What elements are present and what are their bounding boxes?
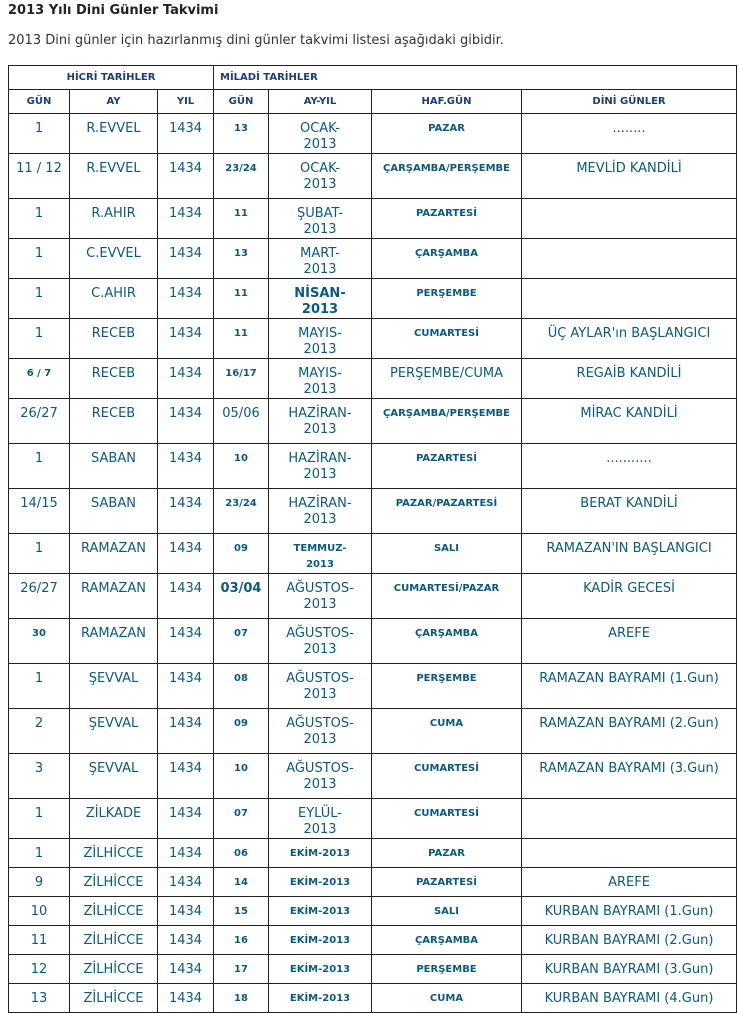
gregorian-day-cell: 15: [214, 897, 269, 926]
table-row: [9, 799, 737, 839]
gregorian-day-cell: 11: [214, 279, 269, 319]
hijri-month-cell: ZİLHİCCE: [70, 926, 158, 955]
hijri-year-cell: 1434: [158, 399, 214, 444]
hijri-month-cell: RECEB: [70, 319, 158, 359]
table-row: [9, 199, 737, 239]
hijri-year-cell: 1434: [158, 897, 214, 926]
gregorian-day-cell: 10: [214, 754, 269, 799]
table-body: [9, 114, 737, 1013]
month-year-cell: EKİM-2013: [269, 955, 372, 984]
month-year-cell: AĞUSTOS-2013: [269, 754, 372, 799]
table-row: [9, 955, 737, 984]
hijri-day-cell: 12: [9, 955, 70, 984]
gregorian-day-cell: 14: [214, 868, 269, 897]
hijri-month-cell: SABAN: [70, 444, 158, 489]
table-row: [9, 534, 737, 574]
month-year-cell: HAZİRAN-2013: [269, 489, 372, 534]
religious-day-cell: [522, 279, 737, 319]
table-row: [9, 489, 737, 534]
hijri-day-cell: 1: [9, 239, 70, 279]
religious-day-cell: RAMAZAN BAYRAMI (2.Gun): [522, 709, 737, 754]
gregorian-day-cell: 08: [214, 664, 269, 709]
hijri-year-cell: 1434: [158, 664, 214, 709]
religious-day-cell: AREFE: [522, 619, 737, 664]
hijri-day-cell: 30: [9, 619, 70, 664]
religious-day-cell: KURBAN BAYRAMI (3.Gun): [522, 955, 737, 984]
religious-day-cell: KURBAN BAYRAMI (2.Gun): [522, 926, 737, 955]
hijri-day-cell: 1: [9, 199, 70, 239]
table-row: [9, 926, 737, 955]
col-header-month-year: AY-YIL: [269, 90, 372, 114]
hijri-month-cell: ZİLHİCCE: [70, 839, 158, 868]
hijri-day-cell: 26/27: [9, 574, 70, 619]
weekday-cell: SALI: [372, 897, 522, 926]
hijri-day-cell: 26/27: [9, 399, 70, 444]
gregorian-day-cell: 18: [214, 984, 269, 1013]
weekday-cell: ÇARŞAMBA: [372, 926, 522, 955]
religious-day-cell: REGAİB KANDİLİ: [522, 359, 737, 399]
hijri-month-cell: C.AHIR: [70, 279, 158, 319]
col-header-hijri-day: GÜN: [9, 90, 70, 114]
gregorian-day-cell: 09: [214, 534, 269, 574]
month-year-cell: ŞUBAT-2013: [269, 199, 372, 239]
table-row: [9, 399, 737, 444]
month-year-cell: EKİM-2013: [269, 839, 372, 868]
hijri-month-cell: RAMAZAN: [70, 574, 158, 619]
religious-day-cell: KURBAN BAYRAMI (4.Gun): [522, 984, 737, 1013]
religious-days-table: [8, 65, 737, 1013]
hijri-month-cell: SABAN: [70, 489, 158, 534]
gregorian-day-cell: 11: [214, 199, 269, 239]
table-row: [9, 319, 737, 359]
hijri-year-cell: 1434: [158, 534, 214, 574]
hijri-month-cell: ŞEVVAL: [70, 664, 158, 709]
gregorian-day-cell: 16: [214, 926, 269, 955]
hijri-month-cell: ZİLHİCCE: [70, 897, 158, 926]
table-row: [9, 984, 737, 1013]
hijri-day-cell: 1: [9, 444, 70, 489]
hijri-day-cell: 1: [9, 279, 70, 319]
weekday-cell: SALI: [372, 534, 522, 574]
hijri-year-cell: 1434: [158, 619, 214, 664]
hijri-year-cell: 1434: [158, 984, 214, 1013]
table-row: [9, 868, 737, 897]
weekday-cell: PERŞEMBE/CUMA: [372, 359, 522, 399]
weekday-cell: ÇARŞAMBA: [372, 239, 522, 279]
hijri-year-cell: 1434: [158, 114, 214, 154]
hijri-group-header: HİCRİ TARİHLER: [9, 66, 214, 90]
month-year-cell: EKİM-2013: [269, 897, 372, 926]
col-header-hijri-month: AY: [70, 90, 158, 114]
hijri-month-cell: ZİLKADE: [70, 799, 158, 839]
month-year-cell: OCAK-2013: [269, 114, 372, 154]
weekday-cell: PAZARTESİ: [372, 199, 522, 239]
gregorian-day-cell: 16/17: [214, 359, 269, 399]
weekday-cell: ÇARŞAMBA/PERŞEMBE: [372, 399, 522, 444]
gregorian-day-cell: 07: [214, 799, 269, 839]
hijri-year-cell: 1434: [158, 489, 214, 534]
religious-day-cell: RAMAZAN BAYRAMI (3.Gun): [522, 754, 737, 799]
hijri-day-cell: 1: [9, 534, 70, 574]
col-header-weekday: HAF.GÜN: [372, 90, 522, 114]
hijri-year-cell: 1434: [158, 799, 214, 839]
hijri-year-cell: 1434: [158, 574, 214, 619]
hijri-month-cell: ZİLHİCCE: [70, 868, 158, 897]
religious-day-cell: KADİR GECESİ: [522, 574, 737, 619]
weekday-cell: PERŞEMBE: [372, 955, 522, 984]
hijri-day-cell: 1: [9, 664, 70, 709]
col-header-hijri-year: YIL: [158, 90, 214, 114]
table-row: [9, 619, 737, 664]
religious-day-cell: [522, 199, 737, 239]
month-year-cell: HAZİRAN-2013: [269, 399, 372, 444]
gregorian-group-header: MİLADİ TARİHLER: [214, 66, 737, 90]
religious-day-cell: MEVLİD KANDİLİ: [522, 154, 737, 199]
hijri-month-cell: R.EVVEL: [70, 114, 158, 154]
table-row: [9, 574, 737, 619]
month-year-cell: EKİM-2013: [269, 926, 372, 955]
religious-day-cell: [522, 799, 737, 839]
hijri-month-cell: ZİLHİCCE: [70, 955, 158, 984]
month-year-cell: TEMMUZ-2013: [269, 534, 372, 574]
hijri-day-cell: 1: [9, 799, 70, 839]
hijri-day-cell: 1: [9, 839, 70, 868]
hijri-year-cell: 1434: [158, 955, 214, 984]
hijri-day-cell: 6 / 7: [9, 359, 70, 399]
hijri-day-cell: 3: [9, 754, 70, 799]
month-year-cell: OCAK-2013: [269, 154, 372, 199]
hijri-month-cell: RAMAZAN: [70, 534, 158, 574]
weekday-cell: ÇARŞAMBA/PERŞEMBE: [372, 154, 522, 199]
religious-day-cell: KURBAN BAYRAMI (1.Gun): [522, 897, 737, 926]
hijri-year-cell: 1434: [158, 709, 214, 754]
table-row: [9, 897, 737, 926]
gregorian-day-cell: 03/04: [214, 574, 269, 619]
hijri-year-cell: 1434: [158, 754, 214, 799]
table-row: [9, 154, 737, 199]
hijri-year-cell: 1434: [158, 868, 214, 897]
month-year-cell: EYLÜL-2013: [269, 799, 372, 839]
intro-text: 2013 Dini günler için hazırlanmış dini günler takvimi listesi aşağıdaki gibidir.: [8, 33, 504, 48]
religious-day-cell: [522, 239, 737, 279]
gregorian-day-cell: 11: [214, 319, 269, 359]
hijri-month-cell: ŞEVVAL: [70, 754, 158, 799]
month-year-cell: HAZİRAN-2013: [269, 444, 372, 489]
hijri-year-cell: 1434: [158, 199, 214, 239]
hijri-day-cell: 9: [9, 868, 70, 897]
gregorian-day-cell: 13: [214, 239, 269, 279]
table-row: [9, 279, 737, 319]
hijri-month-cell: RECEB: [70, 399, 158, 444]
gregorian-day-cell: 06: [214, 839, 269, 868]
weekday-cell: CUMARTESİ/PAZAR: [372, 574, 522, 619]
table-row: [9, 239, 737, 279]
weekday-cell: PAZARTESİ: [372, 868, 522, 897]
hijri-month-cell: ZİLHİCCE: [70, 984, 158, 1013]
month-year-cell: AĞUSTOS-2013: [269, 664, 372, 709]
hijri-day-cell: 2: [9, 709, 70, 754]
month-year-cell: AĞUSTOS-2013: [269, 709, 372, 754]
gregorian-day-cell: 23/24: [214, 154, 269, 199]
weekday-cell: ÇARŞAMBA: [372, 619, 522, 664]
weekday-cell: PERŞEMBE: [372, 664, 522, 709]
table-row: [9, 444, 737, 489]
month-year-cell: MAYIS-2013: [269, 359, 372, 399]
weekday-cell: PAZAR: [372, 114, 522, 154]
table-row: [9, 664, 737, 709]
hijri-day-cell: 11 / 12: [9, 154, 70, 199]
weekday-cell: PAZAR: [372, 839, 522, 868]
hijri-month-cell: C.EVVEL: [70, 239, 158, 279]
weekday-cell: CUMA: [372, 709, 522, 754]
month-year-cell: AĞUSTOS-2013: [269, 619, 372, 664]
religious-day-cell: ÜÇ AYLAR'ın BAŞLANGICI: [522, 319, 737, 359]
religious-day-cell: ...........: [522, 444, 737, 489]
gregorian-day-cell: 10: [214, 444, 269, 489]
weekday-cell: CUMARTESİ: [372, 754, 522, 799]
month-year-cell: AĞUSTOS-2013: [269, 574, 372, 619]
hijri-day-cell: 13: [9, 984, 70, 1013]
hijri-month-cell: RAMAZAN: [70, 619, 158, 664]
table-row: [9, 839, 737, 868]
weekday-cell: CUMARTESİ: [372, 799, 522, 839]
hijri-month-cell: R.AHIR: [70, 199, 158, 239]
gregorian-day-cell: 17: [214, 955, 269, 984]
gregorian-day-cell: 13: [214, 114, 269, 154]
weekday-cell: PAZARTESİ: [372, 444, 522, 489]
table-row: [9, 114, 737, 154]
table-row: [9, 709, 737, 754]
month-year-cell: EKİM-2013: [269, 868, 372, 897]
table-row: [9, 359, 737, 399]
religious-day-cell: ........: [522, 114, 737, 154]
gregorian-day-cell: 09: [214, 709, 269, 754]
col-header-gregorian-day: GÜN: [214, 90, 269, 114]
hijri-day-cell: 14/15: [9, 489, 70, 534]
hijri-year-cell: 1434: [158, 926, 214, 955]
col-header-religious-day: DİNİ GÜNLER: [522, 90, 737, 114]
gregorian-day-cell: 05/06: [214, 399, 269, 444]
hijri-day-cell: 1: [9, 114, 70, 154]
month-year-cell: EKİM-2013: [269, 984, 372, 1013]
weekday-cell: PAZAR/PAZARTESİ: [372, 489, 522, 534]
hijri-year-cell: 1434: [158, 839, 214, 868]
religious-day-cell: RAMAZAN BAYRAMI (1.Gun): [522, 664, 737, 709]
religious-day-cell: [522, 839, 737, 868]
religious-day-cell: MİRAC KANDİLİ: [522, 399, 737, 444]
hijri-month-cell: RECEB: [70, 359, 158, 399]
hijri-year-cell: 1434: [158, 444, 214, 489]
hijri-year-cell: 1434: [158, 279, 214, 319]
hijri-month-cell: R.EVVEL: [70, 154, 158, 199]
hijri-day-cell: 10: [9, 897, 70, 926]
religious-day-cell: BERAT KANDİLİ: [522, 489, 737, 534]
month-year-cell: NİSAN-2013: [269, 279, 372, 319]
hijri-year-cell: 1434: [158, 359, 214, 399]
weekday-cell: CUMARTESİ: [372, 319, 522, 359]
hijri-day-cell: 1: [9, 319, 70, 359]
month-year-cell: MAYIS-2013: [269, 319, 372, 359]
gregorian-day-cell: 23/24: [214, 489, 269, 534]
page-title: 2013 Yılı Dini Günler Takvimi: [8, 3, 219, 18]
hijri-day-cell: 11: [9, 926, 70, 955]
religious-day-cell: RAMAZAN'IN BAŞLANGICI: [522, 534, 737, 574]
month-year-cell: MART-2013: [269, 239, 372, 279]
weekday-cell: CUMA: [372, 984, 522, 1013]
weekday-cell: PERŞEMBE: [372, 279, 522, 319]
religious-day-cell: AREFE: [522, 868, 737, 897]
hijri-year-cell: 1434: [158, 239, 214, 279]
hijri-year-cell: 1434: [158, 154, 214, 199]
hijri-year-cell: 1434: [158, 319, 214, 359]
hijri-month-cell: ŞEVVAL: [70, 709, 158, 754]
gregorian-day-cell: 07: [214, 619, 269, 664]
table-row: [9, 754, 737, 799]
